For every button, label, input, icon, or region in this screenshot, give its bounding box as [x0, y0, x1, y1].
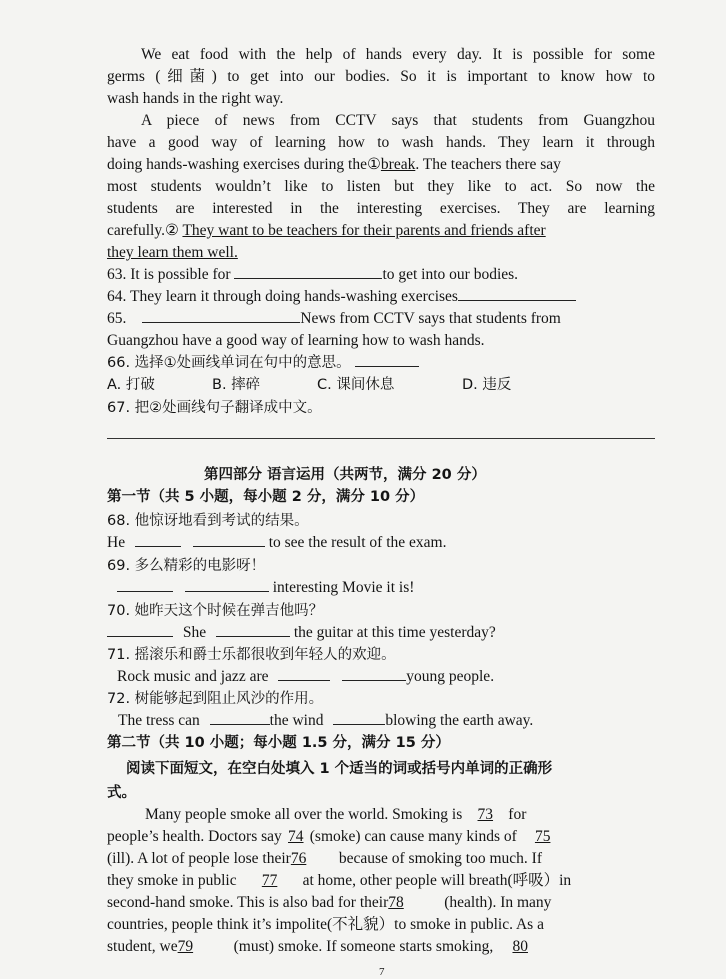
cloze-blank-73[interactable]: 73 [477, 806, 494, 823]
answer-blank[interactable] [458, 286, 576, 301]
instruction: 阅读下面短文，在空白处填入 1 个适当的词或括号内单词的正确形 [126, 761, 553, 777]
section-heading: 第二节（共 10 小题；每小题 1.5 分，满分 15 分） [107, 735, 450, 751]
answer-blank[interactable] [342, 666, 406, 681]
cloze-line: Many people smoke all over the world. Smoking is 73 for [145, 804, 655, 826]
cloze-blank-77[interactable]: 77 [261, 872, 278, 889]
question-65-cont: Guangzhou have a good way of learning how to wash hands. [107, 332, 485, 349]
answer-blank[interactable] [107, 622, 173, 637]
answer-blank[interactable] [142, 308, 300, 323]
question-72-answer: The tress can the wind blowing the earth away. [118, 712, 534, 729]
section-title: 第四部分 语言运用（共两节，满分 20 分） [204, 467, 486, 483]
underlined-word: break [380, 156, 416, 173]
option-b[interactable]: B. 摔碎 [212, 377, 261, 393]
cloze-line: student, we79 (must) smoke. If someone starts smoking, 80 [107, 936, 655, 958]
question-69: 69. 多么精彩的电影呀！ [107, 558, 266, 574]
passage-line: doing hands-washing exercises during the①break. The teachers there say [107, 156, 561, 173]
passage-line: students are interested in the interesting exercises. They are learning [107, 200, 655, 217]
answer-blank[interactable] [216, 622, 290, 637]
answer-blank[interactable] [333, 710, 385, 725]
answer-blank[interactable] [278, 666, 330, 681]
cloze-blank-78[interactable]: 78 [388, 894, 404, 911]
passage-line: most students wouldn’t like to listen but they like to act. So now the [107, 178, 655, 195]
answer-blank[interactable] [117, 577, 173, 592]
option-c[interactable]: C. 课间休息 [317, 377, 395, 393]
cloze-line: they smoke in public 77 at home, other people will breath(呼吸）in [107, 870, 655, 892]
circled-mark: ① [367, 156, 381, 173]
question-63: 63. It is possible for to get into our bodies. [107, 266, 519, 283]
cloze-line: second-hand smoke. This is also bad for their78 (health). In many [107, 892, 655, 914]
question-70-answer: She the guitar at this time yesterday? [107, 622, 655, 644]
passage-line: A piece of news from CCTV says that students from Guangzhou [141, 112, 655, 129]
question-65: 65. News from CCTV says that students from [107, 310, 561, 327]
passage-line: wash hands in the right way. [107, 90, 284, 107]
passage-line: have a good way of learning how to wash hands. They learn it through [107, 134, 655, 151]
answer-blank[interactable] [185, 577, 269, 592]
answer-blank[interactable] [234, 264, 382, 279]
option-a[interactable]: A. 打破 [107, 377, 155, 393]
question-69-answer: interesting Movie it is! [107, 577, 655, 599]
answer-blank[interactable] [135, 532, 181, 547]
answer-blank[interactable] [210, 710, 270, 725]
question-71: 71. 摇滚乐和爵士乐都很收到年轻人的欢迎。 [107, 647, 396, 663]
passage-line [107, 242, 655, 264]
passage-line: We eat food with the help of hands every day. It is possible for some [141, 46, 655, 63]
answer-blank[interactable] [355, 352, 419, 367]
question-64: 64. They learn it through doing hands-washing exercises [107, 286, 655, 308]
cloze-blank-80[interactable]: 80 [512, 938, 528, 955]
underlined-sentence: they learn them well. [107, 244, 238, 261]
cloze-blank-79[interactable]: 79 [177, 938, 194, 955]
cloze-line: (ill). A lot of people lose their76 because of smoking too much. If [107, 848, 655, 870]
instruction: 式。 [107, 785, 136, 801]
question-66: 66. 选择①处画线单词在句中的意思。 [107, 352, 655, 374]
section-heading: 第一节（共 5 小题，每小题 2 分，满分 10 分） [107, 489, 425, 505]
question-70: 70. 她昨天这个时候在弹吉他吗？ [107, 603, 324, 619]
option-d[interactable]: D. 违反 [462, 377, 512, 393]
passage-line: germs (细菌) to get into our bodies. So it is important to know how to [107, 68, 655, 85]
question-68: 68. 他惊讶地看到考试的结果。 [107, 513, 309, 529]
answer-blank[interactable] [193, 532, 265, 547]
passage-line: carefully.② They want to be teachers for their parents and friends after [107, 222, 546, 239]
cloze-line: countries, people think it’s impolite(不礼貌）to smoke in public. As a [107, 916, 544, 933]
cloze-blank-76[interactable]: 76 [290, 850, 307, 867]
question-67: 67. 把②处画线句子翻译成中文。 [107, 400, 322, 416]
cloze-line: people’s health. Doctors say 74 (smoke) can cause many kinds of 75 [107, 826, 655, 848]
question-72: 72. 树能够起到阻止风沙的作用。 [107, 691, 324, 707]
cloze-blank-74[interactable]: 74 [288, 828, 304, 845]
question-68-answer: He to see the result of the exam. [107, 534, 447, 551]
answer-line[interactable] [107, 438, 655, 439]
page-number: 7 [379, 966, 385, 978]
underlined-sentence: They want to be teachers for their parents and friends after [182, 222, 546, 239]
question-66-options [107, 374, 655, 396]
cloze-blank-75[interactable]: 75 [534, 828, 551, 845]
question-71-answer: Rock music and jazz are young people. [117, 668, 495, 685]
